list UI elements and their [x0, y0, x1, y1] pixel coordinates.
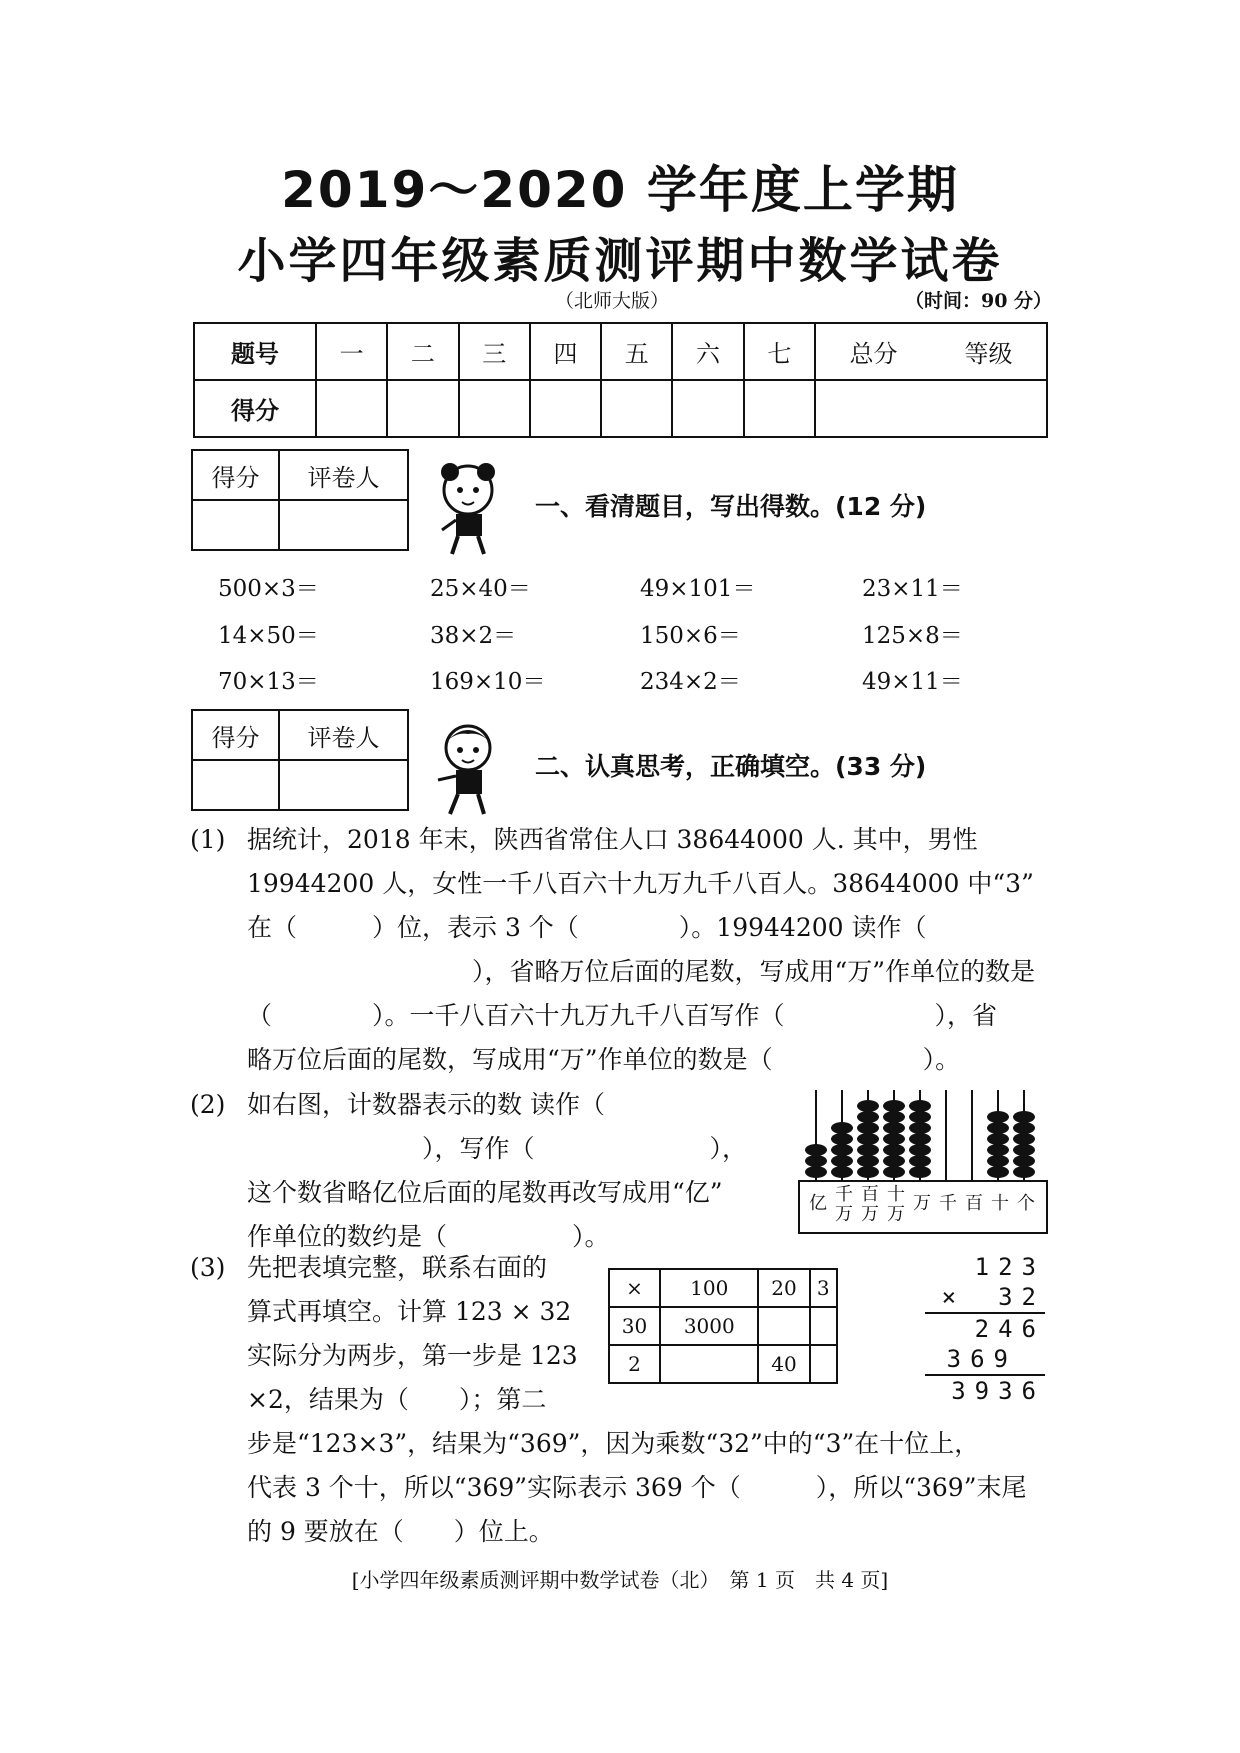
mult-cell: 3000 — [660, 1307, 758, 1345]
mult-cell-blank[interactable] — [810, 1345, 837, 1383]
title-line-1: 2019～2020 学年度上学期 — [281, 161, 959, 219]
abacus-bead — [909, 1166, 931, 1178]
score-table — [193, 322, 1048, 438]
question-1-number: (1) — [190, 825, 226, 854]
expression: 150×6＝ — [640, 623, 741, 649]
page-footer: [小学四年级素质测评期中数学试卷（北） 第 1 页 共 4 页] — [351, 1568, 889, 1592]
cartoon-boy-icon — [428, 718, 508, 818]
score-table-header: 一 — [316, 323, 387, 380]
mult-cell: × — [609, 1269, 660, 1307]
question-line: 据统计，2018 年末，陕西省常住人口 38644000 人. 其中，男性 — [247, 825, 978, 854]
abacus-bead — [909, 1155, 931, 1167]
abacus-bead — [987, 1166, 1009, 1178]
abacus-bead — [909, 1111, 931, 1123]
abacus-place-label: 万 — [913, 1193, 931, 1214]
vertical-multiplication — [905, 1252, 1045, 1406]
abacus-base — [798, 1180, 1048, 1234]
abacus-bead — [1013, 1111, 1035, 1123]
grader-score-cell[interactable] — [192, 760, 279, 810]
abacus-bead — [831, 1133, 853, 1145]
score-table-header: 二 — [387, 323, 458, 380]
multiplication-table — [608, 1268, 838, 1384]
abacus-bead — [1013, 1122, 1035, 1134]
question-3-text-top — [247, 1246, 587, 1422]
question-line: 略万位后面的尾数，写成用“万”作单位的数是（ ）。 — [247, 1045, 961, 1074]
vmul-line: 369 — [925, 1344, 1045, 1376]
question-line: （ ）。一千八百六十九万九千八百写作（ ），省 — [247, 1001, 998, 1030]
score-cell[interactable] — [530, 380, 601, 437]
abacus-bead — [1013, 1166, 1035, 1178]
abacus-bead — [805, 1166, 827, 1178]
abacus-bead — [883, 1111, 905, 1123]
question-2-text — [247, 1083, 807, 1259]
abacus-bead — [987, 1144, 1009, 1156]
score-cell[interactable] — [672, 380, 743, 437]
score-cell[interactable] — [744, 380, 815, 437]
grader-box-1 — [191, 449, 409, 551]
score-table-header: 七 — [744, 323, 815, 380]
abacus-place-label: 十万 — [887, 1184, 905, 1225]
abacus-bead — [883, 1133, 905, 1145]
question-line: ×2，结果为（ ）；第二 — [247, 1385, 547, 1414]
score-table-header: 三 — [459, 323, 530, 380]
question-3-text-bottom — [247, 1422, 1057, 1554]
expression: 234×2＝ — [640, 669, 741, 695]
abacus-place-label: 千万 — [835, 1184, 853, 1225]
expression: 169×10＝ — [430, 669, 546, 695]
abacus-place-label: 百万 — [861, 1184, 879, 1225]
score-table-header: 五 — [601, 323, 672, 380]
question-line: 的 9 要放在（ ）位上。 — [247, 1517, 554, 1546]
question-line: 如右图，计数器表示的数 读作（ — [247, 1090, 605, 1119]
grader-box-2 — [191, 709, 409, 811]
abacus-place-label: 亿 — [809, 1193, 827, 1214]
edition-label: （北师大版） — [555, 290, 670, 312]
mult-cell-blank[interactable] — [810, 1307, 837, 1345]
question-line: 19944200 人，女性一千八百六十九万九千八百人。38644000 中“3” — [247, 869, 1034, 898]
vmul-line: 246 — [974, 1315, 1045, 1343]
time-label: （时间：90 分） — [905, 290, 1053, 312]
question-line: 作单位的数约是（ ）。 — [247, 1222, 610, 1251]
abacus-bead — [805, 1155, 827, 1167]
abacus-bead — [909, 1144, 931, 1156]
score-table-header: 等级 — [931, 323, 1047, 380]
mult-cell: 30 — [609, 1307, 660, 1345]
mult-cell-blank[interactable] — [758, 1307, 809, 1345]
abacus-bead — [987, 1111, 1009, 1123]
question-1-text — [247, 818, 1057, 1082]
abacus-bead — [909, 1133, 931, 1145]
abacus-bead — [805, 1144, 827, 1156]
expression: 49×11＝ — [862, 669, 963, 695]
question-line: 在（ ）位，表示 3 个（ ）。19944200 读作（ — [247, 913, 927, 942]
vmul-line: × 32 — [925, 1282, 1045, 1314]
title-line-2: 小学四年级素质测评期中数学试卷 — [237, 233, 1003, 289]
mult-cell: 2 — [609, 1345, 660, 1383]
expression: 500×3＝ — [218, 576, 319, 602]
mult-cell-blank[interactable] — [660, 1345, 758, 1383]
score-cell[interactable] — [387, 380, 458, 437]
mult-cell: 100 — [660, 1269, 758, 1307]
abacus-bead — [857, 1100, 879, 1112]
question-line: 代表 3 个十，所以“369”实际表示 369 个（ ），所以“369”末尾 — [247, 1473, 1027, 1502]
abacus-bead — [831, 1155, 853, 1167]
vmul-line: 123 — [974, 1253, 1045, 1281]
score-table-row-label: 得分 — [194, 380, 316, 437]
abacus-bead — [857, 1133, 879, 1145]
abacus-bead — [883, 1122, 905, 1134]
vmul-line: 3936 — [951, 1377, 1045, 1405]
section-1-heading: 一、看清题目，写出得数。(12 分) — [535, 492, 927, 521]
abacus-bead — [857, 1144, 879, 1156]
grader-name-cell[interactable] — [279, 500, 408, 550]
score-table-header: 六 — [672, 323, 743, 380]
grader-score-label: 得分 — [192, 450, 279, 500]
question-line: 算式再填空。计算 123 × 32 — [247, 1297, 572, 1326]
expression: 49×101＝ — [640, 576, 756, 602]
grader-score-label: 得分 — [192, 710, 279, 760]
abacus-place-label: 十 — [991, 1193, 1009, 1214]
mult-cell: 20 — [758, 1269, 809, 1307]
grader-score-cell[interactable] — [192, 500, 279, 550]
abacus-bead — [883, 1155, 905, 1167]
abacus-bead — [831, 1144, 853, 1156]
question-line: 实际分为两步，第一步是 123 — [247, 1341, 578, 1370]
abacus-bead — [883, 1166, 905, 1178]
abacus-bead — [909, 1100, 931, 1112]
expression: 25×40＝ — [430, 576, 531, 602]
abacus-bead — [987, 1122, 1009, 1134]
abacus-bead — [831, 1166, 853, 1178]
grader-name-cell[interactable] — [279, 760, 408, 810]
abacus-bead — [1013, 1144, 1035, 1156]
question-line: ），省略万位后面的尾数，写成用“万”作单位的数是 — [247, 957, 1036, 986]
abacus-bead — [857, 1166, 879, 1178]
abacus-bead — [857, 1111, 879, 1123]
question-line: 步是“123×3”，结果为“369”，因为乘数“32”中的“3”在十位上， — [247, 1429, 980, 1458]
abacus-place-label: 千 — [939, 1193, 957, 1214]
abacus-bead — [883, 1100, 905, 1112]
section-2-heading: 二、认真思考，正确填空。(33 分) — [535, 752, 927, 781]
abacus-bead — [857, 1122, 879, 1134]
abacus-bead — [831, 1122, 853, 1134]
question-line: 这个数省略亿位后面的尾数再改写成用“亿” — [247, 1178, 723, 1207]
expression: 23×11＝ — [862, 576, 963, 602]
abacus-bead — [857, 1155, 879, 1167]
abacus-bead — [1013, 1155, 1035, 1167]
abacus-bead — [909, 1122, 931, 1134]
score-cell[interactable] — [316, 380, 387, 437]
abacus-place-label: 个 — [1017, 1193, 1035, 1214]
mult-cell: 40 — [758, 1345, 809, 1383]
score-table-header: 总分 — [815, 323, 931, 380]
score-cell[interactable] — [459, 380, 530, 437]
score-table-header: 题号 — [194, 323, 316, 380]
question-3-number: (3) — [190, 1253, 226, 1282]
abacus-bead — [987, 1133, 1009, 1145]
score-cell[interactable] — [601, 380, 672, 437]
expression: 38×2＝ — [430, 623, 517, 649]
grader-label: 评卷人 — [279, 450, 408, 500]
question-line: 先把表填完整，联系右面的 — [247, 1253, 548, 1282]
expression: 14×50＝ — [218, 623, 319, 649]
question-line: ），写作（ ）， — [247, 1134, 748, 1163]
abacus — [798, 1088, 1048, 1236]
mult-cell: 3 — [810, 1269, 837, 1307]
expression: 70×13＝ — [218, 669, 319, 695]
expression: 125×8＝ — [862, 623, 963, 649]
abacus-bead — [987, 1155, 1009, 1167]
abacus-bead — [883, 1144, 905, 1156]
cartoon-girl-icon — [428, 458, 508, 558]
score-table-header: 四 — [530, 323, 601, 380]
abacus-place-label: 百 — [965, 1193, 983, 1214]
abacus-bead — [1013, 1133, 1035, 1145]
score-cell[interactable] — [815, 380, 1047, 437]
question-2-number: (2) — [190, 1090, 226, 1119]
grader-label: 评卷人 — [279, 710, 408, 760]
abacus-rods — [798, 1088, 1048, 1180]
